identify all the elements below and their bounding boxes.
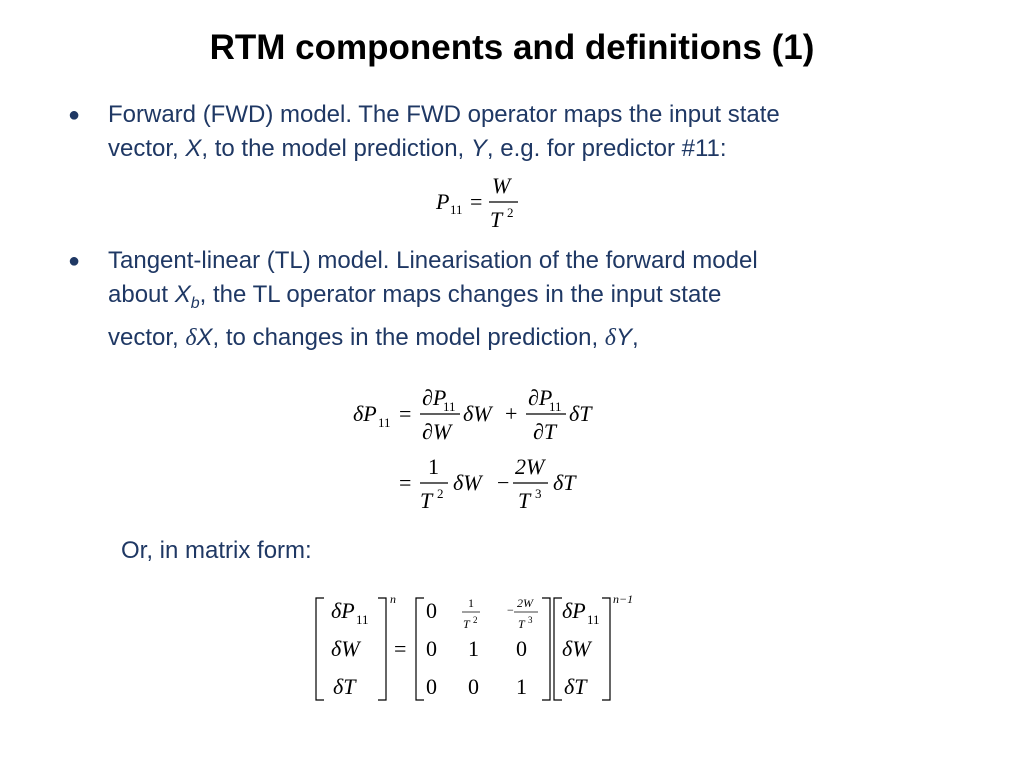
bullet-forward-line1: Forward (FWD) model. The FWD operator maps the input state xyxy=(108,101,780,128)
eq2-f1-num-sub: 11 xyxy=(443,399,456,414)
lhs-row3: δT xyxy=(333,674,356,699)
m-r1-c2-den: T xyxy=(463,617,470,631)
equation-matrix-form xyxy=(310,590,650,710)
m-r1-c3-num: 2W xyxy=(517,596,533,610)
m-r2-c3: 0 xyxy=(516,636,527,661)
rhs-left-bracket xyxy=(554,598,562,700)
m-r1-c3-pow: 3 xyxy=(528,615,533,625)
matrix-equals: = xyxy=(394,636,407,661)
m-r3-c1: 0 xyxy=(426,674,437,699)
equation-tangent-linear xyxy=(350,385,610,520)
m-r2-c2: 1 xyxy=(468,636,479,661)
lhs-left-bracket xyxy=(316,598,324,700)
lhs-sup: n xyxy=(390,592,396,606)
rhs-row3: δT xyxy=(564,674,587,699)
eq2-f1-den: ∂W xyxy=(422,419,452,444)
matrix-left-bracket xyxy=(416,598,424,700)
lhs-row2: δW xyxy=(331,636,360,661)
bullet-forward-line2c: , e.g. for predictor #11: xyxy=(486,135,727,162)
lhs-right-bracket xyxy=(378,598,386,700)
eq2-lhs: δP xyxy=(353,401,377,426)
bullet-forward-text xyxy=(108,98,908,166)
bullet-tl-line3a: vector, xyxy=(108,323,186,351)
m-r1-c1: 0 xyxy=(426,598,437,623)
matrix-right-bracket xyxy=(542,598,550,700)
lhs-row1: δP xyxy=(331,598,355,623)
m-r1-c2-num: 1 xyxy=(468,596,474,610)
m-r1-c3-den: T xyxy=(518,617,525,631)
bullet-tl-line1: Tangent-linear (TL) model. Linearisation of the forward model xyxy=(108,247,758,274)
eq1-equals: = xyxy=(470,189,483,214)
eq1-num: W xyxy=(492,173,511,198)
eq1-pow: 2 xyxy=(507,205,514,220)
rhs-row1: δP xyxy=(562,598,586,623)
bullet-tl-text xyxy=(108,244,908,355)
eq2-equals-1: = xyxy=(399,401,412,426)
matrix-intro-text: Or, in matrix form: xyxy=(121,537,312,564)
eq2-l2-f2-pow: 3 xyxy=(535,486,542,501)
var-x: X xyxy=(196,323,213,351)
bullet-forward-line2a: vector, xyxy=(108,135,186,162)
eq2-f2-den: ∂T xyxy=(533,419,557,444)
eq1-sub: 11 xyxy=(450,202,463,217)
var-xb: X xyxy=(174,281,191,308)
eq2-t2: δT xyxy=(569,401,592,426)
rhs-row1-sub: 11 xyxy=(587,612,600,627)
rhs-row2: δW xyxy=(562,636,591,661)
eq2-t1: δW xyxy=(463,401,492,426)
eq1-lhs: P xyxy=(436,189,450,214)
bullet-tl-line3b: , to changes in the model prediction, xyxy=(212,323,605,351)
eq2-l2-t2: δT xyxy=(553,470,576,495)
eq2-equals-2: = xyxy=(399,470,412,495)
var-b-sub: b xyxy=(190,294,200,312)
var-y: Y xyxy=(470,135,487,162)
delta-symbol: δ xyxy=(604,324,616,351)
bullet-tl-line2b: , the TL operator maps changes in the input state xyxy=(199,281,722,308)
eq2-minus: − xyxy=(497,470,510,495)
eq2-l2-f1-pow: 2 xyxy=(437,486,444,501)
var-x: X xyxy=(185,135,202,162)
m-r1-c2-pow: 2 xyxy=(473,615,478,625)
eq2-l2-f2-num: 2W xyxy=(515,454,545,479)
delta-symbol: δ xyxy=(185,324,197,351)
m-r1-c3-minus: − xyxy=(507,603,514,617)
eq2-f2-num-sub: 11 xyxy=(549,399,562,414)
eq2-l2-t1: δW xyxy=(453,470,482,495)
eq2-l2-f1-den: T xyxy=(420,488,433,513)
lhs-row1-sub: 11 xyxy=(356,612,369,627)
m-r3-c2: 0 xyxy=(468,674,479,699)
m-r2-c1: 0 xyxy=(426,636,437,661)
bullet-tangent-linear xyxy=(68,244,908,355)
m-r3-c3: 1 xyxy=(516,674,527,699)
equation-forward xyxy=(425,170,535,234)
bullet-dot-icon: ● xyxy=(68,104,81,126)
bullet-tl-line3c: , xyxy=(631,323,639,351)
var-y: Y xyxy=(615,323,632,351)
bullet-tl-line2a: about xyxy=(108,281,175,308)
slide-title: RTM components and definitions (1) xyxy=(209,28,815,67)
rhs-right-bracket xyxy=(602,598,610,700)
eq2-f2-num: ∂P xyxy=(528,385,553,410)
eq1-den: T xyxy=(490,207,503,232)
bullet-forward-model xyxy=(68,98,908,166)
eq2-f1-num: ∂P xyxy=(422,385,447,410)
bullet-forward-line2b: , to the model prediction, xyxy=(201,135,471,162)
bullet-dot-icon: ● xyxy=(68,250,81,272)
eq2-plus: + xyxy=(505,401,518,426)
rhs-sup: n−1 xyxy=(613,592,634,606)
eq2-l2-f2-den: T xyxy=(518,488,531,513)
eq2-lhs-sub: 11 xyxy=(378,415,391,430)
eq2-l2-f1-num: 1 xyxy=(428,454,439,479)
